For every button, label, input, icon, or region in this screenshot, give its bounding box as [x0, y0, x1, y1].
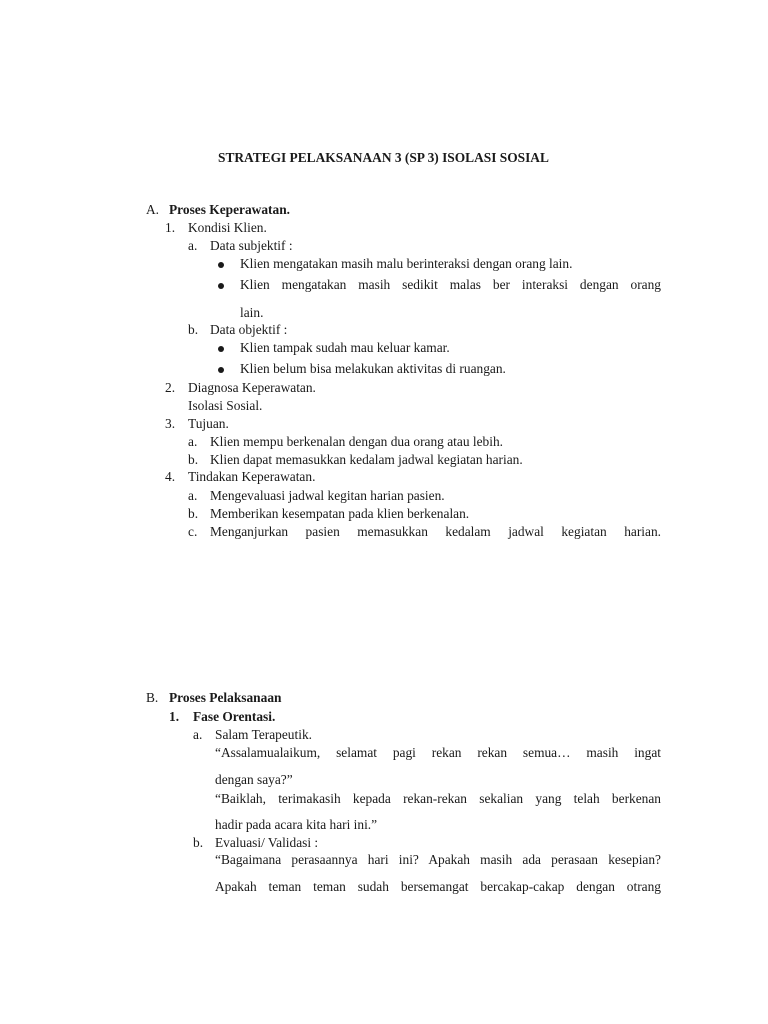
list-item: Klien tampak sudah mau keluar kamar. [240, 340, 450, 355]
sub-b1a-label: Salam Terapeutik. [215, 727, 312, 742]
section-b-marker: B. [146, 690, 159, 705]
item-a1-label: Kondisi Klien. [188, 220, 267, 235]
item-b1-number: 1. [169, 709, 180, 724]
bullet-icon [218, 367, 224, 373]
dialogue-line: “Bagaimana perasaannya hari ini? Apakah masih ada perasaan kesepian? [215, 852, 661, 867]
item-a2-label: Diagnosa Keperawatan. [188, 380, 316, 395]
dialogue-line: hadir pada acara kita hari ini.” [215, 817, 378, 832]
bullet-icon [218, 283, 224, 289]
bullet-icon [218, 262, 224, 268]
list-item: Klien mengatakan masih malu berinteraksi dengan orang lain. [240, 256, 573, 271]
dialogue-line: “Baiklah, terimakasih kepada rekan-rekan sekalian yang telah berkenan [215, 791, 661, 806]
sub-a1a-label: Data subjektif : [210, 238, 293, 253]
sub-b1b-marker: b. [193, 835, 204, 850]
sub-text: Memberikan kesempatan pada klien berkenalan. [210, 506, 470, 521]
sub-text: Mengevaluasi jadwal kegitan harian pasien. [210, 488, 445, 503]
sub-b1b-label: Evaluasi/ Validasi : [215, 835, 319, 850]
dialogue-line: “Assalamualaikum, selamat pagi rekan rekan semua… masih ingat [215, 745, 661, 760]
sub-a1b-label: Data objektif : [210, 322, 288, 337]
item-a4-number: 4. [165, 469, 176, 484]
dialogue-line: dengan saya?” [215, 772, 293, 787]
item-a3-number: 3. [165, 416, 176, 431]
sub-marker: b. [188, 452, 199, 467]
list-item: Klien mengatakan masih sedikit malas ber interaksi dengan orang [240, 277, 661, 292]
item-a4-label: Tindakan Keperawatan. [188, 469, 316, 484]
item-a1-number: 1. [165, 220, 176, 235]
list-item: Klien belum bisa melakukan aktivitas di ruangan. [240, 361, 506, 376]
sub-marker: b. [188, 506, 199, 521]
sub-b1a-marker: a. [193, 727, 203, 742]
item-a2-text: Isolasi Sosial. [188, 398, 263, 413]
sub-marker: a. [188, 434, 198, 449]
item-b1-label: Fase Orentasi. [193, 709, 276, 724]
item-a3-label: Tujuan. [188, 416, 229, 431]
section-b-heading: Proses Pelaksanaan [169, 690, 282, 705]
sub-a1b-marker: b. [188, 322, 199, 337]
list-item-continuation: lain. [240, 305, 264, 320]
sub-marker: c. [188, 524, 198, 539]
sub-a1a-marker: a. [188, 238, 198, 253]
sub-marker: a. [188, 488, 198, 503]
bullet-icon [218, 346, 224, 352]
section-a-marker: A. [146, 202, 160, 217]
section-a-heading: Proses Keperawatan. [169, 202, 290, 217]
sub-text: Menganjurkan pasien memasukkan kedalam jadwal kegiatan harian. [210, 524, 661, 539]
sub-text: Klien dapat memasukkan kedalam jadwal kegiatan harian. [210, 452, 523, 467]
sub-text: Klien mempu berkenalan dengan dua orang atau lebih. [210, 434, 503, 449]
item-a2-number: 2. [165, 380, 176, 395]
dialogue-line: Apakah teman teman sudah bersemangat bercakap-cakap dengan otrang [215, 879, 661, 894]
page-title: STRATEGI PELAKSANAAN 3 (SP 3) ISOLASI SOSIAL [218, 150, 549, 165]
